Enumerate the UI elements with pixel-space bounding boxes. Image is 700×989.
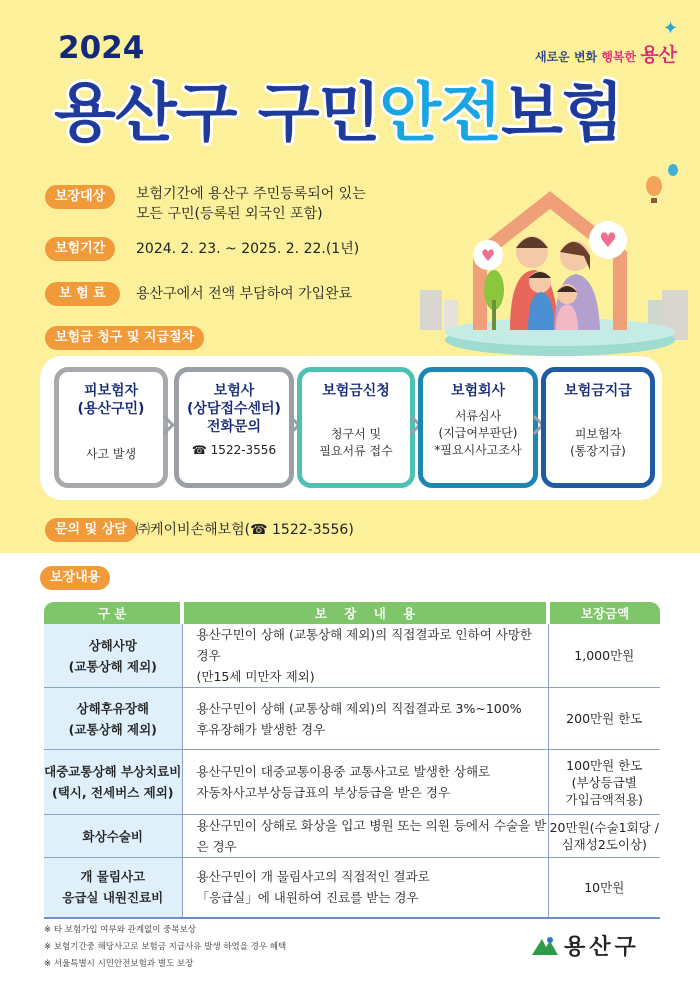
footer-logo <box>530 930 640 961</box>
step-desc: 청구서 및 필요서류 접수 <box>319 427 393 458</box>
table-row <box>44 688 660 750</box>
family-figures <box>510 236 600 330</box>
column-header-category: 구 분 <box>44 602 182 624</box>
table-row <box>44 750 660 815</box>
footer-logo-text: 용산구 <box>564 935 640 960</box>
svg-text:♥: ♥ <box>599 228 617 252</box>
category-cell: 상해사망 (교통상해 제외) <box>44 624 182 688</box>
category-cell: 대중교통상해 부상치료비 (택시, 전세버스 제외) <box>44 750 182 815</box>
footnote: ※ 보험기간중 해당사고로 보험금 지급사유 발생 하였을 경우 혜택 <box>44 942 287 952</box>
small-balloon-icon <box>668 164 678 176</box>
contact-text: ㈜케이비손해보험(☎ 1522-3556) <box>136 522 354 538</box>
claim-process-label: 보험금 청구 및 지급절차 <box>45 326 204 350</box>
step-payment <box>541 367 655 488</box>
coverage-target-text-2: 모든 구민(등록된 외국인 포함) <box>136 206 323 222</box>
table-row <box>44 858 660 918</box>
details-cell: 용산구민이 대중교통이용중 교통사고로 발생한 상해로 자동차사고부상등급표의 부상등급을 받은 경우 <box>182 750 548 815</box>
step-desc: 서류심사 (지급여부판단) *필요시사고조사 <box>434 409 522 457</box>
step-claim-application <box>297 367 415 488</box>
details-cell: 용산구민이 상해로 화상을 입고 병원 또는 의원 등에서 수술을 받은 경우 <box>182 815 548 858</box>
category-cell: 상해후유장해 (교통상해 제외) <box>44 688 182 750</box>
details-cell: 용산구민이 상해 (교통상해 제외)의 직접결과로 인하여 사망한 경우 (만15세 미만자 제외) <box>182 624 548 688</box>
contact-label: 문의 및 상담 <box>45 518 137 542</box>
amount-cell: 100만원 한도 (부상등급별 가입금액적용) <box>548 750 660 815</box>
hot-air-balloon-icon <box>646 176 662 203</box>
coverage-target-text-1: 보험기간에 용산구 주민등록되어 있는 <box>136 186 366 202</box>
step-desc: ☎ 1522-3556 <box>191 443 277 457</box>
page-title <box>54 62 623 154</box>
premium-label: 보 험 료 <box>45 282 120 306</box>
step-desc: 피보험자 (통장지급) <box>570 427 626 458</box>
year-label: 2024 <box>58 30 145 66</box>
step-title: 피보험자 (용산구민) <box>77 383 145 417</box>
title-part-b: 안전 <box>379 77 502 151</box>
step-insurer-contact <box>174 367 294 488</box>
amount-cell: 1,000만원 <box>548 624 660 688</box>
star-icon: ✦ <box>663 18 679 39</box>
step-title: 보험회사 <box>450 383 506 399</box>
slogan-text-c: 용산 <box>640 44 678 66</box>
amount-cell: 200만원 한도 <box>548 688 660 750</box>
amount-cell: 10만원 <box>548 858 660 918</box>
step-title: 보험금신청 <box>322 383 390 399</box>
insurance-period-text: 2024. 2. 23. ~ 2025. 2. 22.(1년) <box>136 241 360 257</box>
title-part-c: 보험 <box>501 77 623 151</box>
step-insured <box>54 367 168 488</box>
step-title: 보험금지급 <box>564 383 632 399</box>
title-part-a: 용산구 구민 <box>54 77 380 151</box>
footnotes <box>44 922 286 973</box>
step-insurance-company <box>418 367 538 488</box>
yongsan-emblem-icon <box>530 935 560 957</box>
table-row <box>44 624 660 688</box>
footnote: ※ 서울특별시 시민안전보험과 별도 보장 <box>44 959 194 969</box>
family-house-illustration <box>410 160 700 360</box>
category-cell: 화상수술비 <box>44 815 182 858</box>
column-header-details: 보 장 내 용 <box>182 602 548 624</box>
slogan-text-b: 행복한 <box>601 50 641 64</box>
details-cell: 용산구민이 개 물림사고의 직접적인 결과로 「응급실」에 내원하여 진료를 받는 경우 <box>182 858 548 918</box>
step-title: 보험사 (상담접수센터) 전화문의 <box>187 383 281 435</box>
buildings-left-icon <box>420 290 458 330</box>
details-cell: 용산구민이 상해 (교통상해 제외)의 직접결과로 3%~100% 후유장해가 발생한 경우 <box>182 688 548 750</box>
premium-text: 용산구에서 전액 부담하여 가입완료 <box>136 286 353 302</box>
category-cell: 개 물림사고 응급실 내원진료비 <box>44 858 182 918</box>
heart-left-icon <box>473 240 503 270</box>
coverage-details-label: 보장내용 <box>40 566 110 590</box>
coverage-table <box>44 602 660 919</box>
heart-right-icon <box>589 221 627 259</box>
slogan-text-a: 새로운 변화 <box>535 50 602 64</box>
table-header-row <box>44 602 660 624</box>
table-row <box>44 815 660 858</box>
amount-cell: 20만원(수술1회당 / 심재성2도이상) <box>548 815 660 858</box>
coverage-target-label: 보장대상 <box>45 185 115 209</box>
svg-text:♥: ♥ <box>480 246 496 265</box>
column-header-amount: 보장금액 <box>548 602 660 624</box>
step-desc: 사고 발생 <box>85 447 137 461</box>
footnote: ※ 타 보험가입 여부와 관계없이 중복보상 <box>44 925 197 935</box>
insurance-period-label: 보험기간 <box>45 237 115 261</box>
